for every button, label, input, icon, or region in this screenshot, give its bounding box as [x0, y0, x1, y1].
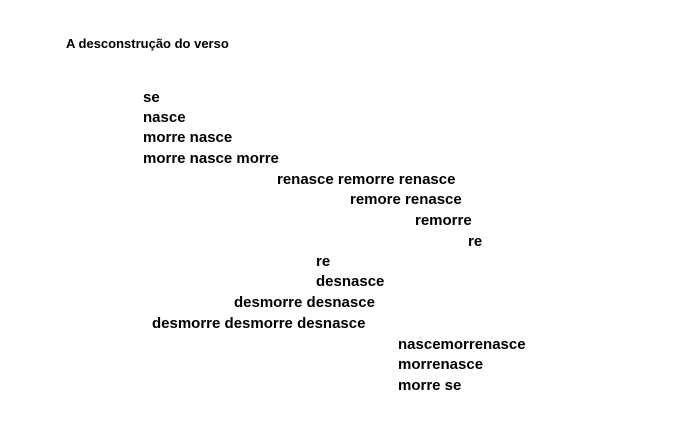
verse-line: morre nasce	[143, 129, 233, 146]
verse-line: desmorre desnasce	[234, 294, 375, 311]
page-title: A desconstrução do verso	[66, 36, 229, 51]
verse-line: desnasce	[316, 273, 385, 290]
verse-line: re	[316, 253, 331, 270]
verse-line: se	[143, 89, 160, 106]
verse-line: morre nasce morre	[143, 150, 279, 167]
verse-line: renasce remorre renasce	[277, 171, 456, 188]
verse-line: re	[468, 233, 483, 250]
verse-line: nasce	[143, 109, 186, 126]
verse-line: nascemorrenasce	[398, 336, 526, 353]
verse-line: morre se	[398, 377, 462, 394]
verse-line: remorre	[415, 212, 472, 229]
verse-line: morrenasce	[398, 356, 484, 373]
verse-line: desmorre desmorre desnasce	[152, 315, 366, 332]
verse-line: remore renasce	[350, 191, 462, 208]
